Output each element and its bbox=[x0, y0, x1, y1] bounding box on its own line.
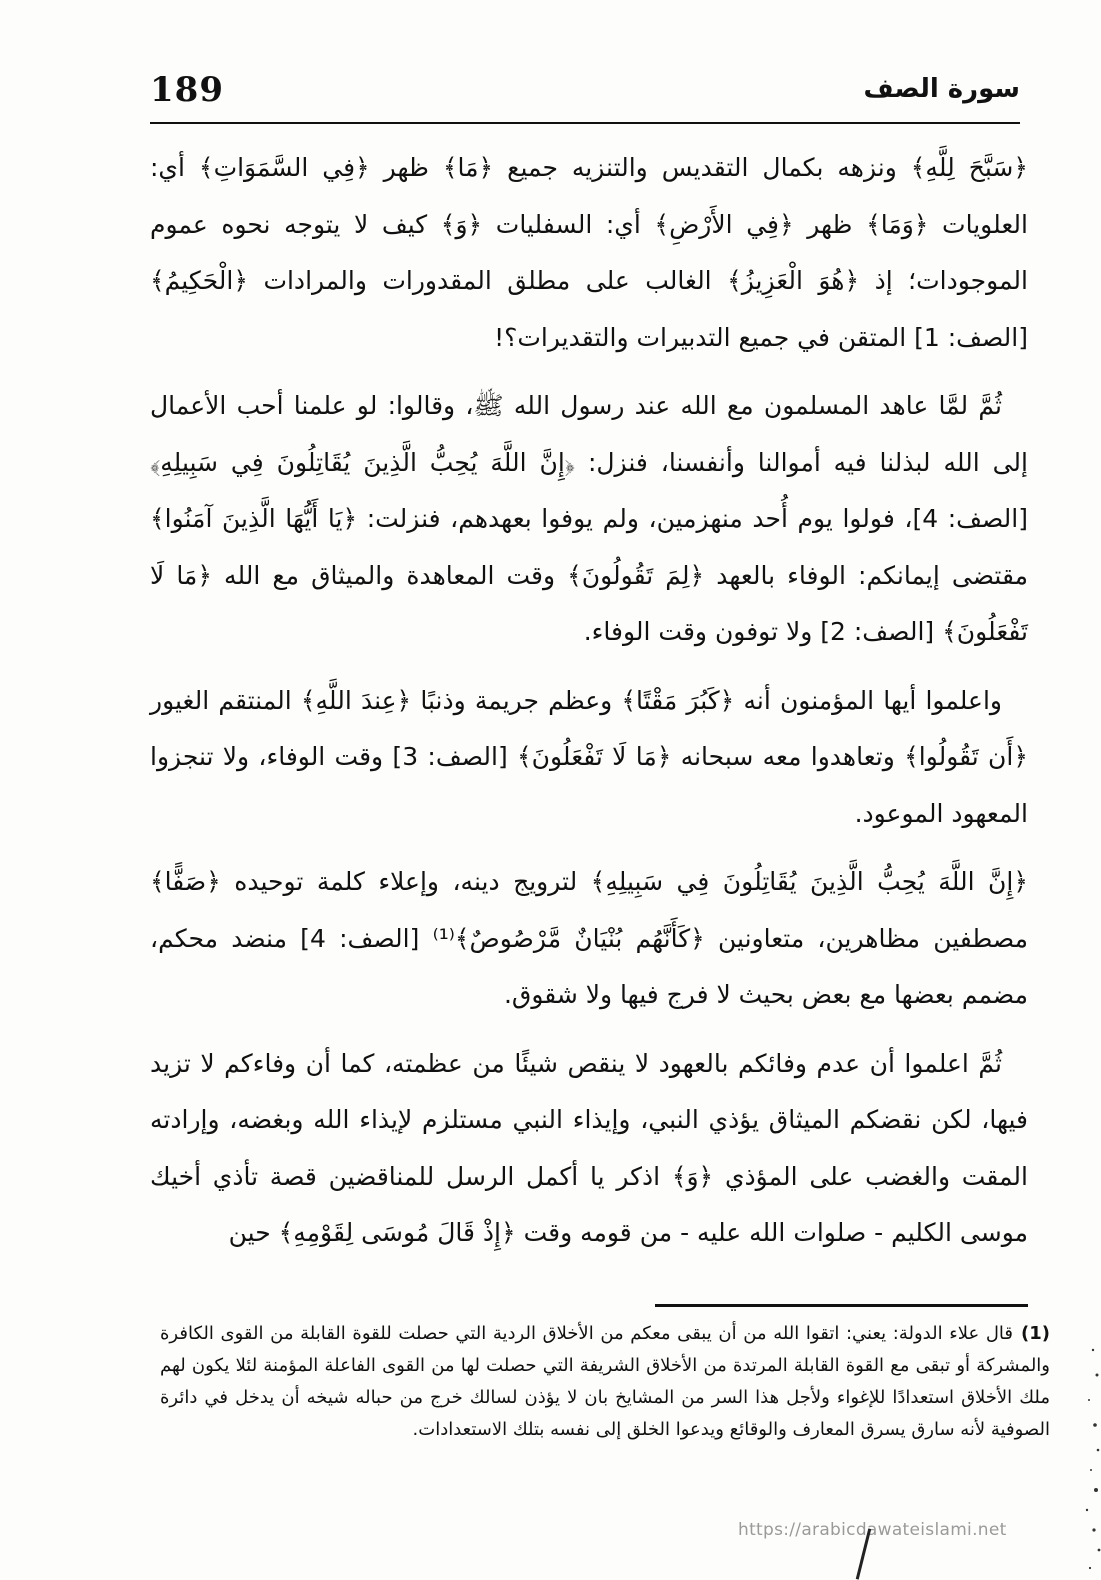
footnote bbox=[160, 1318, 1050, 1446]
paragraph-3: واعلموا أيها المؤمنون أنه ﴿كَبُرَ مَقْتًا﴾ وعظم جريمة وذنبًا ﴿عِندَ اللَّهِ﴾ المنتقم الغيور ﴿أَن تَقُولُوا﴾ وتعاهدوا معه سبحانه ﴿مَا لَا تَفْعَلُونَ﴾ [الصف: 3] وقت الوفاء، ولا تنجزوا المعهود الموعود. bbox=[150, 685, 1029, 828]
paragraph-4: ﴿إِنَّ اللَّهَ يُحِبُّ الَّذِينَ يُقَاتِلُونَ فِي سَبِيلِهِ﴾ لترويج دينه، وإعلاء كلمة توحيده ﴿صَفًّا﴾ مصطفين مظاهرين، متعاونين ﴿كَأَنَّهُم بُنْيَانٌ مَّرْصُوصٌ﴾⁽¹⁾ [الصف: 4] منضد محكم، مضمم بعضها مع بعض بحيث لا فرج فيها ولا شقوق. bbox=[150, 867, 1028, 1009]
footnote-text: قال علاء الدولة: يعني: اتقوا الله من أن يبقى معكم من الأخلاق الردية التي حصلت للقوة القابلة من القوى الكافرة والمشركة أو تبقى مع القوة القابلة المرتدة من الأخلاق الشريفة التي حصلت لها من القوى الفاعلة المؤمنة لئلا يكون لهم ملك الأخلاق استعدادًا للإغواء ولأجل هذا السر من المشايخ بان لا يؤذن لسالك خرج من حباله شيخه أن يدخل في دائرة الصوفية لأنه سارق يسرق المعارف والوقائع ويدعوا الخلق إلى نفسه بتلك الاستعدادات. bbox=[160, 1323, 1050, 1440]
footnote-divider bbox=[655, 1304, 1028, 1307]
paragraph-5: ثُمَّ اعلموا أن عدم وفائكم بالعهود لا ينقص شيئًا من عظمته، كما أن وفاءكم لا تزيد فيها، لكن نقضكم الميثاق يؤذي النبي، وإيذاء النبي مستلزم لإيذاء الله وبغضه، وإرادته المقت والغضب على المؤذي ﴿وَ﴾ اذكر يا أكمل الرسل للمناقضين قصة تأذي أخيك موسى الكليم - صلوات الله عليه - من قومه وقت ﴿إِذْ قَالَ مُوسَى لِقَوْمِهِ﴾ حين bbox=[150, 1048, 1028, 1247]
scan-edge-speckle bbox=[1071, 1330, 1101, 1580]
page-header bbox=[150, 60, 1020, 124]
paragraph-2: ثُمَّ لمَّا عاهد المسلمون مع الله عند رسول الله ﷺ، وقالوا: لو علمنا أحب الأعمال إلى الله لبذلنا فيه أموالنا وأنفسنا، فنزل: ﴿إِنَّ اللَّهَ يُحِبُّ الَّذِينَ يُقَاتِلُونَ فِي سَبِيلِهِ﴾ [الصف: 4]، فولوا يوم أُحد منهزمين، ولم يوفوا بعهدهم، فنزلت: ﴿يَا أَيُّهَا الَّذِينَ آمَنُوا﴾ مقتضى إيمانكم: الوفاء بالعهد ﴿لِمَ تَقُولُونَ﴾ وقت المعاهدة والميثاق مع الله ﴿مَا لَا تَفْعَلُونَ﴾ [الصف: 2] ولا توفون وقت الوفاء. bbox=[150, 391, 1028, 646]
watermark-url: https://arabicdawateislami.net bbox=[738, 1520, 1007, 1540]
surah-title: سورة الصف bbox=[863, 74, 1020, 104]
paragraph-1: ﴿سَبَّحَ لِلَّهِ﴾ ونزهه بكمال التقديس والتنزيه جميع ﴿مَا﴾ ظهر ﴿فِي السَّمَوَاتِ﴾ أي: العلويات ﴿وَمَا﴾ ظهر ﴿فِي الأَرْضِ﴾ أي: السفليات ﴿وَ﴾ كيف لا يتوجه نحوه عموم الموجودات؛ إذ ﴿هُوَ الْعَزِيزُ﴾ الغالب على مطلق المقدورات والمرادات ﴿الْحَكِيمُ﴾ [الصف: 1] المتقن في جميع التدبيرات والتقديرات؟! bbox=[150, 153, 1028, 352]
page-number: 189 bbox=[150, 70, 224, 110]
body-text bbox=[150, 140, 1028, 1262]
footnote-number: (1) bbox=[1021, 1323, 1050, 1344]
